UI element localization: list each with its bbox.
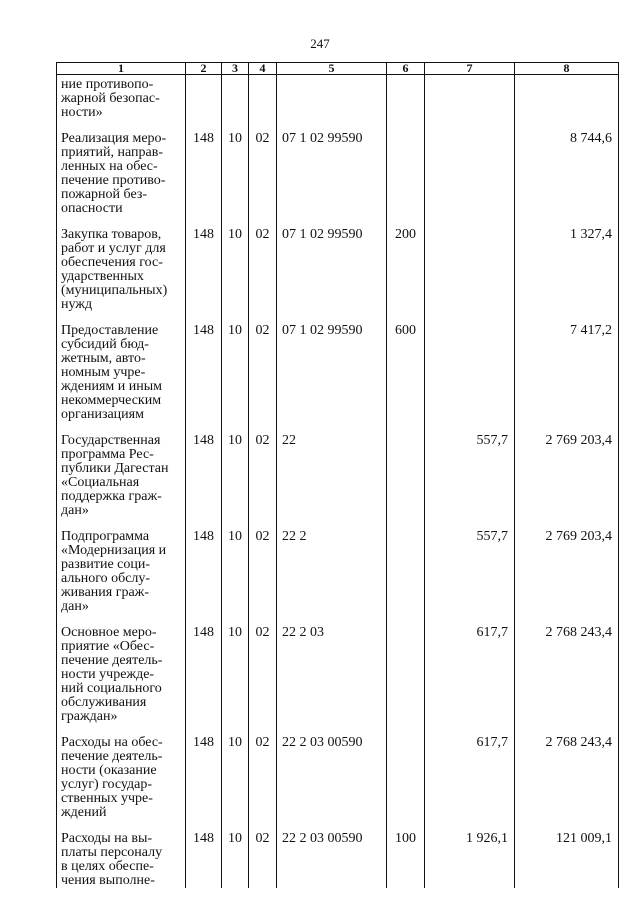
row-name-cell: Расходы на обес- печение деятель- ности (оказание услуг) государ- ственных учре- ждений <box>57 724 186 820</box>
row-name-cell: Основное меро- приятие «Обес- печение деятель- ности учрежде- ний социального обслуживания граждан» <box>57 614 186 724</box>
subsection-code-cell: 02 <box>249 724 277 820</box>
row-name-cell: ние противопо- жарной безопас- ности» <box>57 75 186 121</box>
expense-type-cell <box>387 724 425 820</box>
amount-change-cell <box>425 312 515 422</box>
page-number: 247 <box>310 36 330 51</box>
section-code-cell <box>222 75 249 121</box>
expense-type-cell <box>387 614 425 724</box>
table-row <box>57 422 619 518</box>
subsection-code-cell: 02 <box>249 422 277 518</box>
admin-code-cell: 148 <box>186 614 222 724</box>
amount-change-cell <box>425 75 515 121</box>
target-article-cell: 22 2 03 <box>277 614 387 724</box>
amount-total-cell: 2 768 243,4 <box>515 614 619 724</box>
table-row <box>57 120 619 216</box>
target-article-cell: 22 <box>277 422 387 518</box>
column-header: 8 <box>515 63 619 75</box>
target-article-cell: 22 2 03 00590 <box>277 724 387 820</box>
row-name-cell: Реализация меро- приятий, направ- ленных на обес- печение противо- пожарной без- опасности <box>57 120 186 216</box>
amount-total-cell: 8 744,6 <box>515 120 619 216</box>
column-header: 3 <box>222 63 249 75</box>
target-article-cell: 07 1 02 99590 <box>277 120 387 216</box>
admin-code-cell: 148 <box>186 724 222 820</box>
target-article-cell: 07 1 02 99590 <box>277 216 387 312</box>
expense-type-cell <box>387 120 425 216</box>
column-header: 6 <box>387 63 425 75</box>
amount-total-cell: 121 009,1 <box>515 820 619 888</box>
admin-code-cell <box>186 75 222 121</box>
column-header: 4 <box>249 63 277 75</box>
row-name-cell: Закупка товаров, работ и услуг для обеспечения гос- ударственных (муниципальных) нужд <box>57 216 186 312</box>
admin-code-cell: 148 <box>186 820 222 888</box>
subsection-code-cell: 02 <box>249 518 277 614</box>
amount-change-cell <box>425 120 515 216</box>
amount-change-cell: 557,7 <box>425 422 515 518</box>
expense-type-cell: 100 <box>387 820 425 888</box>
admin-code-cell: 148 <box>186 518 222 614</box>
table-row <box>57 216 619 312</box>
table-row <box>57 312 619 422</box>
section-code-cell: 10 <box>222 120 249 216</box>
target-article-cell: 22 2 <box>277 518 387 614</box>
section-code-cell: 10 <box>222 724 249 820</box>
target-article-cell: 07 1 02 99590 <box>277 312 387 422</box>
budget-table <box>56 62 619 888</box>
subsection-code-cell: 02 <box>249 614 277 724</box>
admin-code-cell: 148 <box>186 120 222 216</box>
admin-code-cell: 148 <box>186 312 222 422</box>
table-row <box>57 724 619 820</box>
table-row <box>57 614 619 724</box>
table-row <box>57 518 619 614</box>
amount-change-cell: 557,7 <box>425 518 515 614</box>
target-article-cell: 22 2 03 00590 <box>277 820 387 888</box>
section-code-cell: 10 <box>222 312 249 422</box>
expense-type-cell: 200 <box>387 216 425 312</box>
table-header-row <box>57 63 619 75</box>
amount-total-cell: 7 417,2 <box>515 312 619 422</box>
row-name-cell: Предоставление субсидий бюд- жетным, авто- номным учре- ждениям и иным некоммерческим организациям <box>57 312 186 422</box>
admin-code-cell: 148 <box>186 216 222 312</box>
subsection-code-cell: 02 <box>249 312 277 422</box>
table-row <box>57 820 619 888</box>
section-code-cell: 10 <box>222 518 249 614</box>
column-header: 5 <box>277 63 387 75</box>
section-code-cell: 10 <box>222 820 249 888</box>
amount-total-cell <box>515 75 619 121</box>
section-code-cell: 10 <box>222 614 249 724</box>
section-code-cell: 10 <box>222 422 249 518</box>
amount-change-cell <box>425 216 515 312</box>
column-header: 2 <box>186 63 222 75</box>
section-code-cell: 10 <box>222 216 249 312</box>
row-name-cell: Расходы на вы- платы персоналу в целях обеспе- чения выполне- <box>57 820 186 888</box>
expense-type-cell <box>387 75 425 121</box>
admin-code-cell: 148 <box>186 422 222 518</box>
row-name-cell: Подпрограмма «Модернизация и развитие соци- ального обслу- живания граж- дан» <box>57 518 186 614</box>
amount-change-cell: 1 926,1 <box>425 820 515 888</box>
subsection-code-cell <box>249 75 277 121</box>
amount-change-cell: 617,7 <box>425 724 515 820</box>
column-header: 1 <box>57 63 186 75</box>
row-name-cell: Государственная программа Рес- публики Дагестан «Социальная поддержка граж- дан» <box>57 422 186 518</box>
subsection-code-cell: 02 <box>249 216 277 312</box>
amount-total-cell: 2 769 203,4 <box>515 518 619 614</box>
column-header: 7 <box>425 63 515 75</box>
amount-total-cell: 2 769 203,4 <box>515 422 619 518</box>
subsection-code-cell: 02 <box>249 120 277 216</box>
table-row <box>57 75 619 121</box>
expense-type-cell <box>387 422 425 518</box>
expense-type-cell <box>387 518 425 614</box>
subsection-code-cell: 02 <box>249 820 277 888</box>
expense-type-cell: 600 <box>387 312 425 422</box>
target-article-cell <box>277 75 387 121</box>
amount-change-cell: 617,7 <box>425 614 515 724</box>
amount-total-cell: 2 768 243,4 <box>515 724 619 820</box>
amount-total-cell: 1 327,4 <box>515 216 619 312</box>
